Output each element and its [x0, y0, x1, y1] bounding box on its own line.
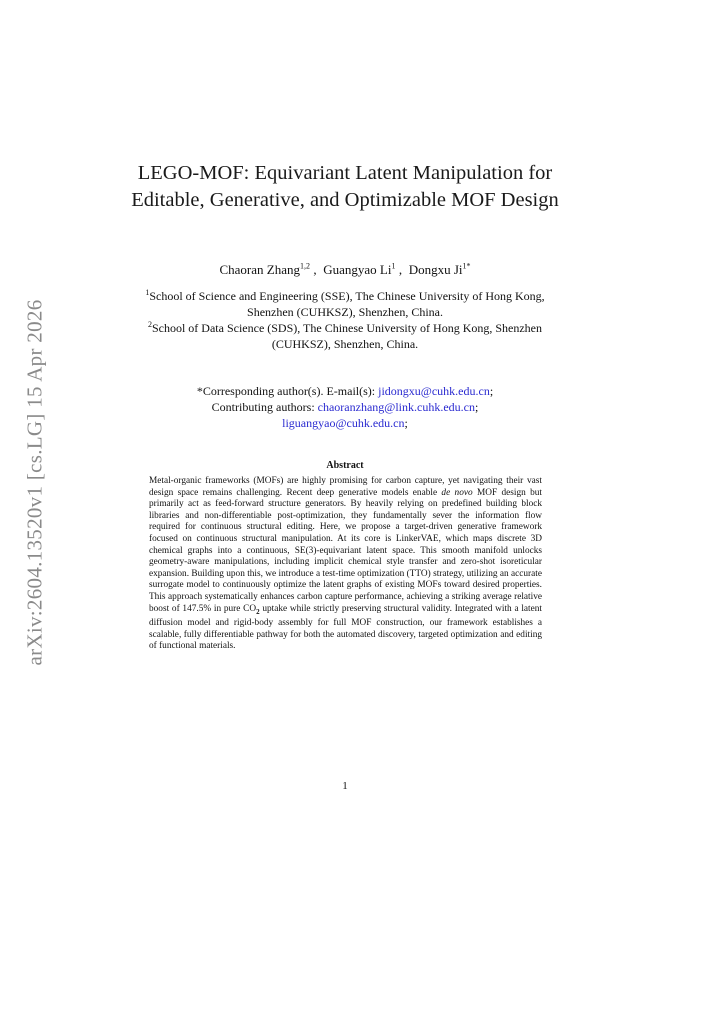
affiliation-text: School of Data Science (SDS), The Chinese University of Hong Kong, Shenzhen (CUHKSZ), Shenzhen, China.: [151, 321, 543, 351]
abstract-italic-text: de novo: [441, 487, 473, 498]
arxiv-identifier: [10, 295, 60, 670]
affiliation-mark: 1: [145, 288, 150, 297]
author-affiliation-mark: 1: [391, 261, 396, 271]
affiliation: [125, 288, 565, 320]
contributing-email-link[interactable]: liguangyao@cuhk.edu.cn: [282, 416, 405, 430]
arxiv-identifier-text: arXiv:2604.13520v1 [cs.LG] 15 Apr 2026: [22, 299, 47, 666]
affiliation: [125, 320, 565, 352]
paper-title: LEGO-MOF: Equivariant Latent Manipulation for Editable, Generative, and Optimizable MOF Design: [131, 162, 559, 211]
affiliation-mark: 2: [147, 320, 152, 329]
author-affiliation-mark: 1*: [462, 261, 471, 271]
author-affiliation-mark: 1,2: [299, 261, 310, 271]
abstract-body: [149, 476, 542, 653]
abstract-text: MOF design but primarily act as feed-forward structure generators. By heavily relying on predefined building block libraries and non-differentiable post-optimization, they fundamentally sever the information flow required for continuous structural editing. Here, we propose a target-driven generative framework focused on continuous structural manipulation. At its core is LinkerVAE, which maps discrete 3D chemical graphs into a continuous, SE(3)-equivariant latent space. This smooth manifold unlocks geometry-aware manipulations, including implicit chemical style transfer and zero-shot isoreticular expansion. Building upon this, we introduce a test-time optimization (TTO) strategy, utilizing an accurate surrogate model to continuously optimize the latent graphs of existing MOFs toward desired properties. This approach systematically enhances carbon capture performance, achieving a striking average relative boost of 147.5% in pure CO: [149, 487, 542, 614]
abstract-text: Metal-organic frameworks (MOFs) are highly promising for carbon capture, yet navigating their vast design space remains challenging. Recent deep generative models enable: [149, 476, 542, 498]
affiliation-text: School of Science and Engineering (SSE), The Chinese University of Hong Kong, Shenzhen (CUHKSZ), Shenzhen, China.: [149, 289, 545, 319]
author-name: Dongxu Ji: [408, 262, 463, 277]
abstract-heading: Abstract: [326, 460, 364, 471]
contact-block: *Corresponding author(s). E-mail(s): jidongxu@cuhk.edu.cn; Contributing authors: chaoranzhang@link.cuhk.edu.cn; liguangyao@cuhk.edu.cn;: [196, 384, 494, 430]
contributing-email-link[interactable]: chaoranzhang@link.cuhk.edu.cn: [317, 400, 475, 414]
author-name: Guangyao Li: [323, 262, 392, 277]
abstract-subscript: 2: [256, 607, 260, 616]
corresponding-label: *Corresponding author(s). E-mail(s):: [196, 384, 376, 398]
page-number: 1: [342, 780, 348, 792]
abstract-text: uptake while strictly preserving structural validity. Integrated with a latent diffusion model and rigid-body assembly for full MOF construction, our framework establishes a scalable, fully differentiable pathway for both the automated discovery, targeted optimization and editing of functional materials.: [149, 603, 542, 652]
contributing-label: Contributing authors:: [211, 400, 315, 414]
author-list: Chaoran Zhang$^{1,2}$ , Guangyao Li$^1$ , Dongxu $Ji^{1*}$: [219, 261, 471, 277]
author-name: Chaoran Zhang: [219, 262, 300, 277]
corresponding-email-link[interactable]: jidongxu@cuhk.edu.cn: [378, 384, 490, 398]
